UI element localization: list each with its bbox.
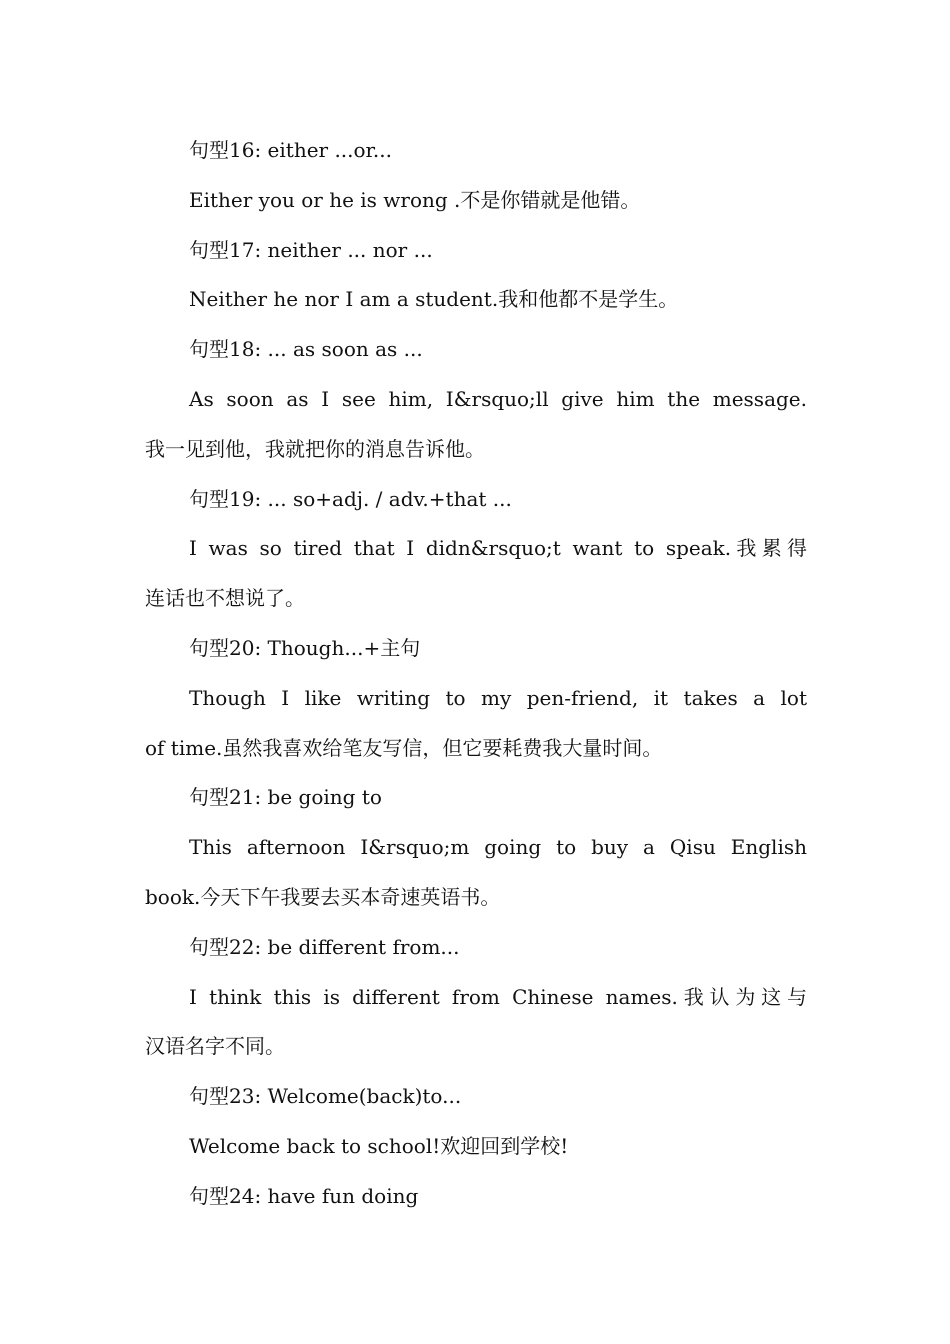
text-line: 句型21: be going to [189,785,382,810]
text-line: 我一见到他，我就把你的消息告诉他。 [145,436,485,461]
text-line: 句型24: have fun doing [189,1183,419,1208]
text-line: 句型16: either ...or... [189,138,392,162]
text-line: Though I like writing to my pen-friend, it takes a lot [189,685,807,710]
text-line: 汉语名字不同。 [145,1034,285,1059]
text-line: book.今天下午我要去买本奇速英语书。 [145,884,501,909]
text-line: 句型17: neither ... nor ... [189,237,433,262]
text-line: 句型18: ... as soon as ... [189,337,423,362]
text-line: 连话也不想说了。 [145,586,305,611]
text-line: Neither he nor I am a student.我和他都不是学生。 [189,287,679,312]
text-line: 句型19: ... so+adj. / adv.+that ... [189,486,512,511]
text-line: This afternoon I&rsquo;m going to buy a Qisu English [189,835,807,860]
text-line: of time.虽然我喜欢给笔友写信，但它要耗费我大量时间。 [145,735,663,760]
text-line: 句型23: Welcome(back)to... [189,1084,462,1109]
text-line: 句型22: be different from... [189,934,460,959]
text-line: 句型20: Though...+主句 [189,635,421,660]
text-line: I think this is different from Chinese names.我认为这与 [189,984,807,1009]
document-body [145,126,807,1222]
text-line: I was so tired that I didn&rsquo;t want to speak.我累得 [189,536,807,561]
text-line: Welcome back to school!欢迎回到学校! [189,1133,569,1158]
text-line: As soon as I see him, I&rsquo;ll give him the message. [189,386,807,411]
text-line: Either you or he is wrong .不是你错就是他错。 [189,187,641,212]
